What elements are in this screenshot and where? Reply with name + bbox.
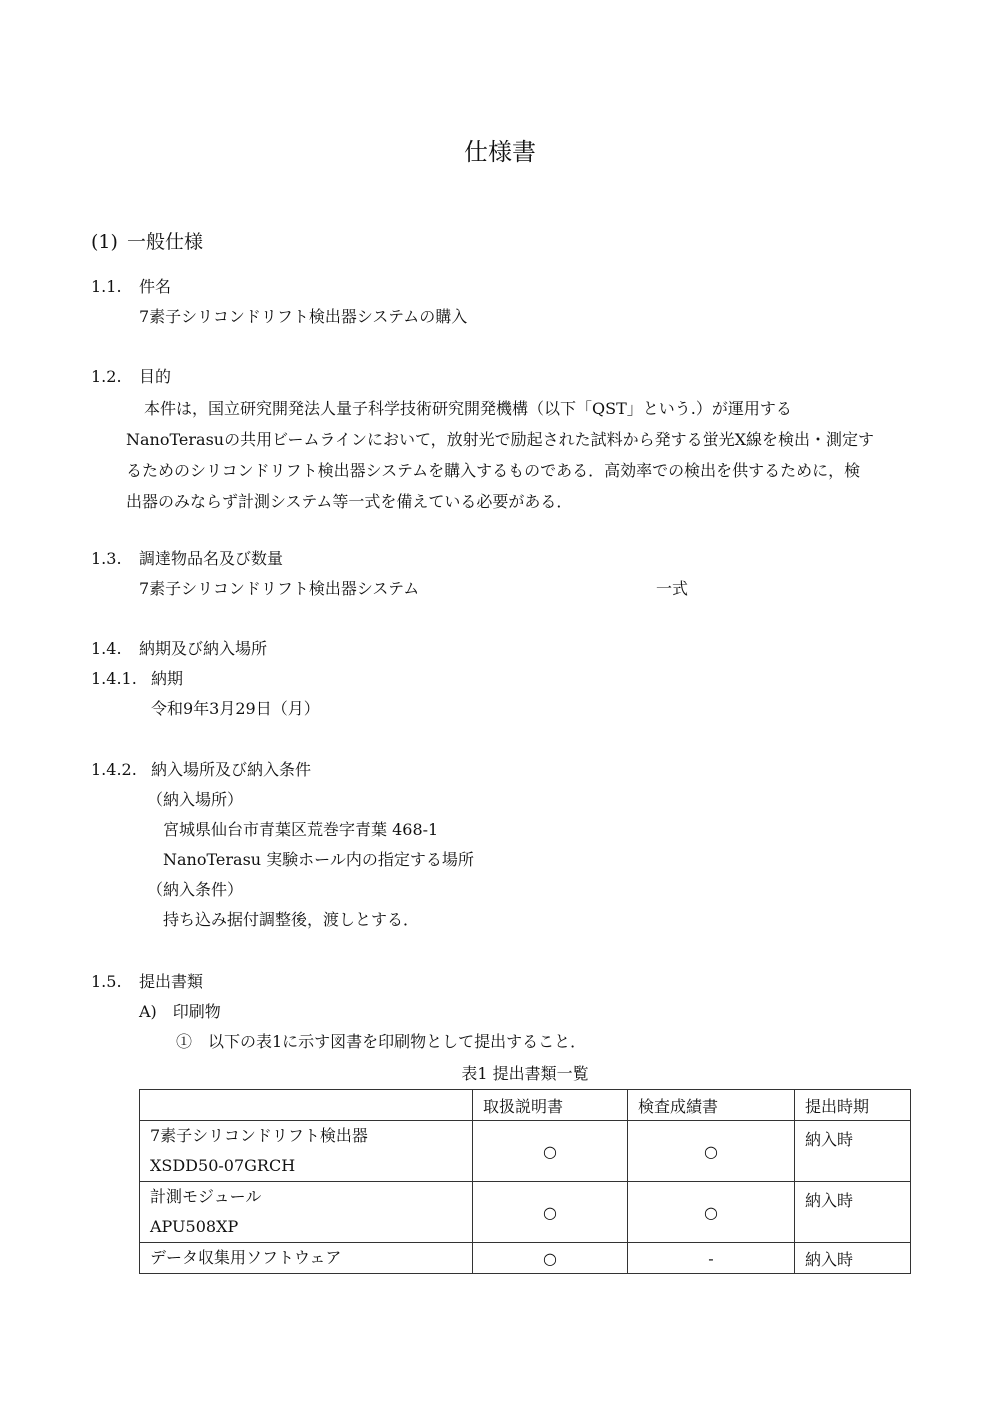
s1-1-number: 1.1. xyxy=(91,277,122,296)
s1-4-1-content: 令和9年3月29日（月） xyxy=(151,699,320,718)
s1-1-content: 7素子シリコンドリフト検出器システムの購入 xyxy=(139,307,468,326)
header-item xyxy=(140,1090,473,1121)
item-cell xyxy=(140,1121,473,1182)
delivery-condition-label: （納入条件） xyxy=(147,880,244,899)
s1-4-2-number: 1.4.2. xyxy=(91,760,137,779)
table-header-row xyxy=(140,1090,911,1121)
timing-cell: 納入時 xyxy=(795,1243,911,1274)
s1-4-1-number: 1.4.1. xyxy=(91,669,137,688)
header-timing: 提出時期 xyxy=(795,1090,911,1121)
section-title: 一般仕様 xyxy=(127,231,204,253)
header-inspection: 検査成績書 xyxy=(628,1090,795,1121)
inspection-mark: ○ xyxy=(628,1182,795,1243)
s1-2-line: 本件は，国立研究開発法人量子科学技術研究開発機構（以下「QST」という.）が運用する xyxy=(144,399,792,418)
s1-5-sub-a: A) 印刷物 xyxy=(139,1002,221,1021)
manual-mark: ○ xyxy=(473,1243,628,1274)
s1-2-line: 出器のみならず計測システム等一式を備えている必要がある． xyxy=(126,492,573,511)
manual-mark: ○ xyxy=(473,1182,628,1243)
s1-3-number: 1.3. xyxy=(91,549,122,568)
s1-2-paragraph xyxy=(126,399,916,523)
inspection-mark: ○ xyxy=(628,1121,795,1182)
item-model: APU508XP xyxy=(150,1217,239,1236)
delivery-place-label: （納入場所） xyxy=(147,790,244,809)
s1-3-quantity: 一式 xyxy=(656,579,689,598)
s1-3-item: 7素子シリコンドリフト検出器システム xyxy=(139,579,420,598)
s1-1-title: 件名 xyxy=(139,277,172,296)
s1-4-number: 1.4. xyxy=(91,639,122,658)
header-manual: 取扱説明書 xyxy=(473,1090,628,1121)
s1-2-number: 1.2. xyxy=(91,367,122,386)
delivery-address: 宮城県仙台市青葉区荒巻字青葉 468-1 xyxy=(163,820,439,839)
item-cell xyxy=(140,1182,473,1243)
timing-cell: 納入時 xyxy=(795,1121,911,1182)
item-name: 7素子シリコンドリフト検出器 xyxy=(150,1126,368,1145)
s1-4-2-title: 納入場所及び納入条件 xyxy=(151,760,312,779)
table-caption: 表1 提出書類一覧 xyxy=(461,1064,589,1083)
submission-table xyxy=(139,1089,911,1274)
section-number: (1) xyxy=(91,231,118,253)
s1-4-1-title: 納期 xyxy=(151,669,184,688)
s1-3-title: 調達物品名及び数量 xyxy=(139,549,284,568)
table-row xyxy=(140,1243,911,1274)
item-name: データ収集用ソフトウェア xyxy=(140,1243,473,1274)
inspection-mark: - xyxy=(628,1243,795,1274)
s1-5-title: 提出書類 xyxy=(139,972,204,991)
item-model: XSDD50-07GRCH xyxy=(150,1156,296,1175)
s1-2-line: るためのシリコンドリフト検出器システムを購入するものである．高効率での検出を供するために，検 xyxy=(126,461,861,480)
s1-4-title: 納期及び納入場所 xyxy=(139,639,268,658)
delivery-location: NanoTerasu 実験ホール内の指定する場所 xyxy=(163,850,474,869)
s1-5-number: 1.5. xyxy=(91,972,122,991)
timing-cell: 納入時 xyxy=(795,1182,911,1243)
item-name: 計測モジュール xyxy=(150,1187,262,1206)
delivery-condition: 持ち込み据付調整後，渡しとする． xyxy=(163,910,420,929)
s1-5-item-1: ① 以下の表1に示す図書を印刷物として提出すること． xyxy=(176,1032,587,1051)
page-title: 仕様書 xyxy=(464,138,536,166)
s1-2-title: 目的 xyxy=(139,367,172,386)
s1-2-line: NanoTerasuの共用ビームラインにおいて，放射光で励起された試料から発する蛍光X線を検出・測定す xyxy=(126,430,875,449)
manual-mark: ○ xyxy=(473,1121,628,1182)
table-row xyxy=(140,1182,911,1243)
table-row xyxy=(140,1121,911,1182)
